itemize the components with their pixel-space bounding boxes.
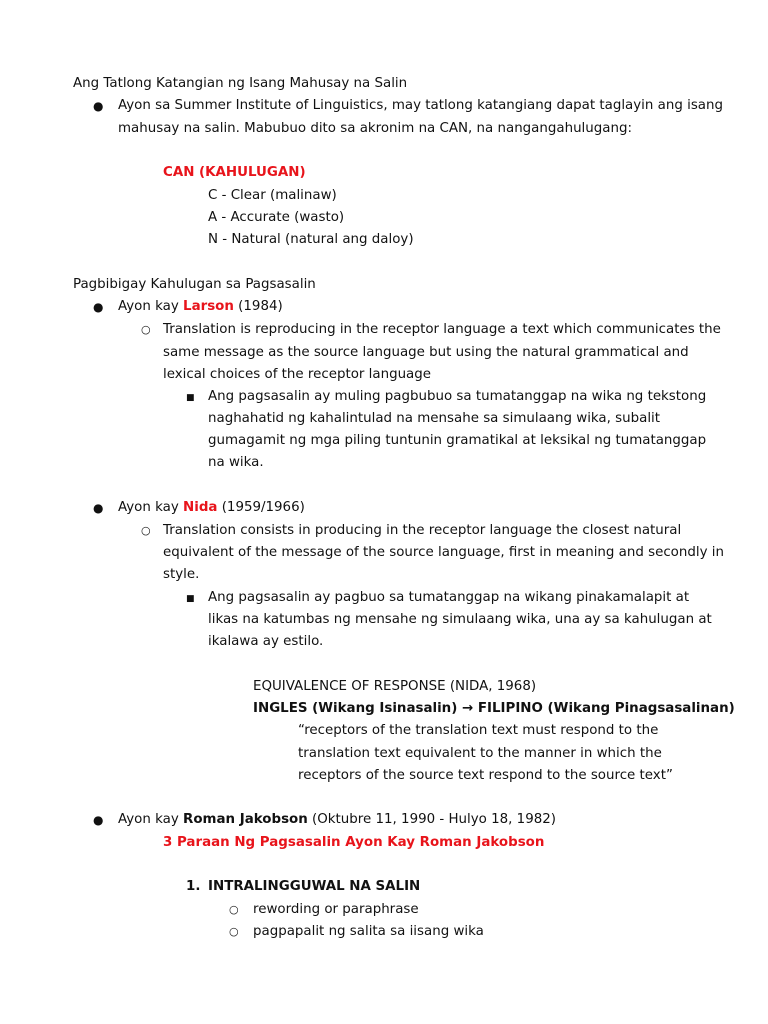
larson-name: Larson [183,299,234,314]
can-title: CAN (KAHULUGAN) [163,165,306,180]
nida-en-line-3: style. [163,567,200,582]
jakobson-prefix: Ayon kay [118,812,184,827]
sil-text-line-1: Ayon sa Summer Institute of Linguistics, may tatlong katangiang dapat taglayin ang isang [118,98,723,113]
nida-year: (1959/1966) [217,500,305,515]
nida-fil-line-3: ikalawa ay estilo. [208,634,324,649]
can-item-c: C - Clear (malinaw) [208,188,337,203]
equivalence-title: EQUIVALENCE OF RESPONSE (NIDA, 1968) [253,679,537,694]
bullet-icon: ● [93,99,104,113]
equivalence-quote-line-2: translation text equivalent to the manner in which the [298,746,662,761]
nida-prefix: Ayon kay [118,500,184,515]
equivalence-quote-line-1: “receptors of the translation text must respond to the [298,723,659,738]
section-heading-katangian: Ang Tatlong Katangian ng Isang Mahusay na Salin [73,76,408,91]
larson-en-line-1: Translation is reproducing in the receptor language a text which communicates the [163,322,721,337]
bullet-icon: ● [93,813,104,827]
nida-fil-line-2: likas na katumbas ng mensahe ng simulaang wika, una ay sa kahulugan at [208,612,712,627]
larson-year: (1984) [233,299,283,314]
jakobson-name: Roman Jakobson [183,812,308,827]
circle-bullet-icon: ○ [229,925,239,938]
intralingguwal-point-2: pagpapalit ng salita sa iisang wika [253,924,484,939]
square-bullet-icon: ■ [186,594,195,604]
larson-en-line-3: lexical choices of the receptor language [163,367,432,382]
item-number: 1. [186,879,201,894]
bullet-icon: ● [93,501,104,515]
equivalence-quote-line-3: receptors of the source text respond to the source text” [298,768,673,783]
can-item-a: A - Accurate (wasto) [208,210,345,225]
larson-prefix: Ayon kay [118,299,184,314]
section-heading-kahulugan: Pagbibigay Kahulugan sa Pagsasalin [73,277,316,292]
jakobson-subtitle: 3 Paraan Ng Pagsasalin Ayon Kay Roman Jakobson [163,835,545,850]
sil-text-line-2: mahusay na salin. Mabubuo dito sa akronim na CAN, na nangangahulugang: [118,121,632,136]
nida-fil-line-1: Ang pagsasalin ay pagbuo sa tumatanggap na wikang pinakamalapit at [208,590,690,605]
circle-bullet-icon: ○ [141,323,151,336]
circle-bullet-icon: ○ [229,903,239,916]
nida-name: Nida [183,500,218,515]
equivalence-subtitle: INGLES (Wikang Isinasalin) → FILIPINO (Wikang Pinagsasalinan) [253,701,735,716]
jakobson-heading [118,810,556,830]
can-item-n: N - Natural (natural ang daloy) [208,232,414,247]
bullet-icon: ● [93,300,104,314]
larson-fil-line-4: na wika. [208,455,264,470]
larson-fil-line-1: Ang pagsasalin ay muling pagbubuo sa tumatanggap na wika ng tekstong [208,389,707,404]
larson-en-line-2: same message as the source language but using the natural grammatical and [163,345,689,360]
larson-heading [118,297,283,317]
nida-en-line-1: Translation consists in producing in the receptor language the closest natural [163,523,682,538]
larson-fil-line-2: naghahatid ng kahalintulad na mensahe sa simulaang wika, subalit [208,411,661,426]
intralingguwal-title: INTRALINGGUWAL NA SALIN [208,879,421,894]
circle-bullet-icon: ○ [141,524,151,537]
nida-en-line-2: equivalent of the message of the source language, first in meaning and secondly in [163,545,724,560]
nida-heading [118,498,305,518]
jakobson-dates: (Oktubre 11, 1990 - Hulyo 18, 1982) [307,812,556,827]
intralingguwal-point-1: rewording or paraphrase [253,902,419,917]
larson-fil-line-3: gumagamit ng mga piling tuntunin gramatikal at leksikal ng tumatanggap [208,433,707,448]
square-bullet-icon: ■ [186,393,195,403]
